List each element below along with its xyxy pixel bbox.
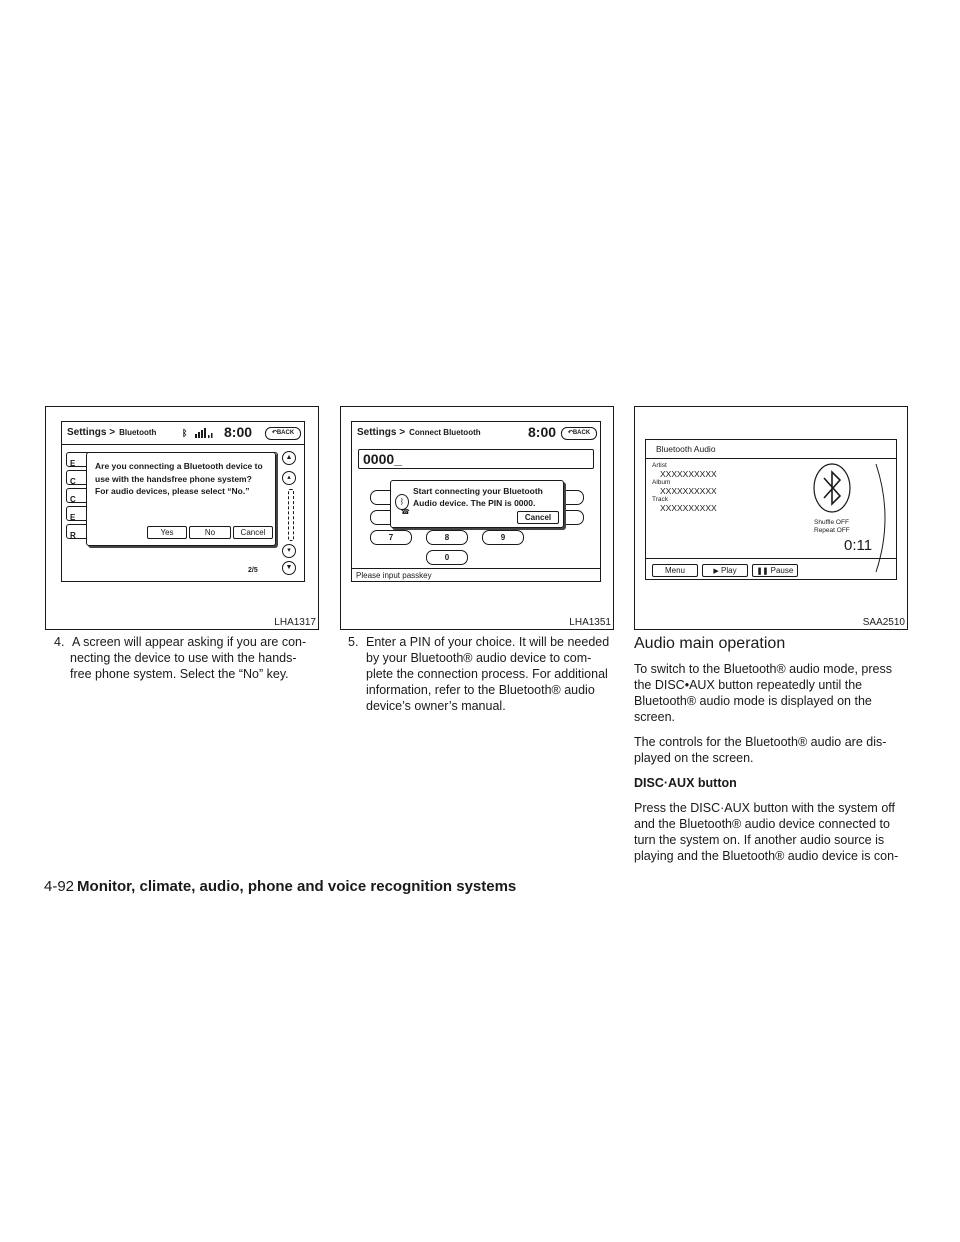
track-info [652, 462, 717, 513]
field-value: XXXXXXXXXX [660, 503, 717, 513]
pin-info-dialog [390, 480, 564, 528]
field-label: Track [652, 496, 669, 503]
keypad-key-8[interactable]: 8 [426, 530, 468, 545]
keypad-key-9[interactable]: 9 [482, 530, 524, 545]
field-value: XXXXXXXXXX [660, 486, 717, 496]
header-title: Settings > Bluetooth [67, 427, 157, 438]
scroll-down-small-icon[interactable]: ▾ [282, 544, 296, 558]
list-item[interactable]: C [66, 470, 278, 485]
figure-bluetooth-audio [634, 406, 908, 630]
pause-icon: ❚❚ [756, 568, 769, 575]
list-item[interactable]: R [66, 524, 278, 539]
figure-label: LHA1317 [274, 617, 316, 628]
connect-bluetooth-screen [351, 421, 601, 582]
audio-title-bar: Bluetooth Audio [646, 440, 896, 459]
bluetooth-audio-screen [645, 439, 897, 580]
figure-label: LHA1351 [569, 617, 611, 628]
field-label: Album [652, 479, 671, 486]
repeat-status: Repeat OFF [814, 527, 850, 534]
bluetooth-status-icon: ᛒ [182, 428, 188, 438]
dialog-message: Are you connecting a Bluetooth device to use with the handsfree phone system? For audio devices, please select “No.” [95, 461, 263, 496]
clock: 8:00 [528, 424, 557, 440]
screen-header [352, 422, 600, 444]
handsfree-confirm-dialog [86, 452, 276, 546]
paragraph: To switch to the Bluetooth® audio mode, press the DISC•AUX button repeatedly until the Bluetooth® audio mode is displayed on the screen. [634, 662, 892, 724]
clock: 8:00 [224, 424, 253, 440]
page-number: 4-92 [44, 878, 75, 895]
figure-handsfree-dialog [45, 406, 319, 630]
scrollbar[interactable] [288, 489, 294, 541]
cancel-button[interactable]: Cancel [517, 511, 559, 524]
shuffle-status: Shuffle OFF [814, 519, 849, 526]
figure-pin-entry [340, 406, 614, 630]
list-item[interactable]: C [66, 488, 278, 503]
pin-input[interactable]: 0000_ [358, 449, 594, 469]
pause-button[interactable]: ❚❚ Pause [752, 564, 798, 577]
yes-button[interactable]: Yes [147, 526, 187, 539]
page-footer [44, 878, 516, 895]
section-heading: Audio main operation [634, 635, 786, 652]
scroll-down-icon[interactable]: ▼ [282, 561, 296, 575]
no-button[interactable]: No [189, 526, 231, 539]
menu-button[interactable]: Menu [652, 564, 698, 577]
sub-heading: DISC·AUX button [634, 776, 737, 790]
step-4-text: 4. A screen will appear asking if you are con- necting the device to use with the hands- free phone system. Select the “No” key. [54, 635, 307, 681]
audio-main-operation-section [634, 636, 908, 864]
scroll-up-icon[interactable]: ▲ [282, 451, 296, 465]
step-number: 4. [54, 635, 65, 649]
figure-label: SAA2510 [862, 617, 905, 628]
bluetooth-logo-icon [812, 462, 852, 514]
controls-divider [646, 558, 896, 559]
settings-bluetooth-screen [61, 421, 305, 582]
field-label: Artist [652, 462, 667, 469]
list-item[interactable]: E [66, 452, 278, 467]
field-value: XXXXXXXXXX [660, 469, 717, 479]
step-5-text: 5. Enter a PIN of your choice. It will be needed by your Bluetooth® audio device to com- plete the connection process. For additional information, refer to the Bluetooth® audio device’s owner’s manual. [348, 635, 610, 713]
signal-bars-icon [194, 428, 216, 438]
step-number: 5. [348, 635, 359, 649]
cancel-button[interactable]: Cancel [233, 526, 273, 539]
page-indicator: 2/5 [248, 567, 258, 574]
phone-icon: ☎ [401, 509, 410, 516]
play-button[interactable]: ▶ Play [702, 564, 748, 577]
keypad-key-0[interactable]: 0 [426, 550, 468, 565]
back-button[interactable]: ↶BACK [265, 427, 301, 440]
back-arrow-icon: ↶ [271, 430, 277, 436]
dialog-message: Start connecting your Bluetooth Audio device. The PIN is 0000. [413, 486, 543, 508]
scroll-up-small-icon[interactable]: ▴ [282, 471, 296, 485]
list-item[interactable]: E [66, 506, 278, 521]
header-title: Settings > Connect Bluetooth [357, 427, 481, 438]
play-icon: ▶ [713, 568, 719, 575]
chapter-title: Monitor, climate, audio, phone and voice recognition systems [77, 878, 517, 895]
back-arrow-icon: ↶ [567, 430, 573, 436]
bluetooth-icon: ᛒ [395, 494, 409, 510]
keypad-key-7[interactable]: 7 [370, 530, 412, 545]
screen-header [62, 422, 304, 445]
elapsed-time: 0:11 [844, 537, 873, 554]
back-button[interactable]: ↶BACK [561, 427, 597, 440]
paragraph: Press the DISC·AUX button with the system off and the Bluetooth® audio device connected to turn the system on. If another audio source is playing and the Bluetooth® audio device is con- [634, 801, 899, 863]
status-bar: Please input passkey [352, 568, 600, 582]
paragraph: The controls for the Bluetooth® audio are dis- played on the screen. [634, 735, 887, 765]
